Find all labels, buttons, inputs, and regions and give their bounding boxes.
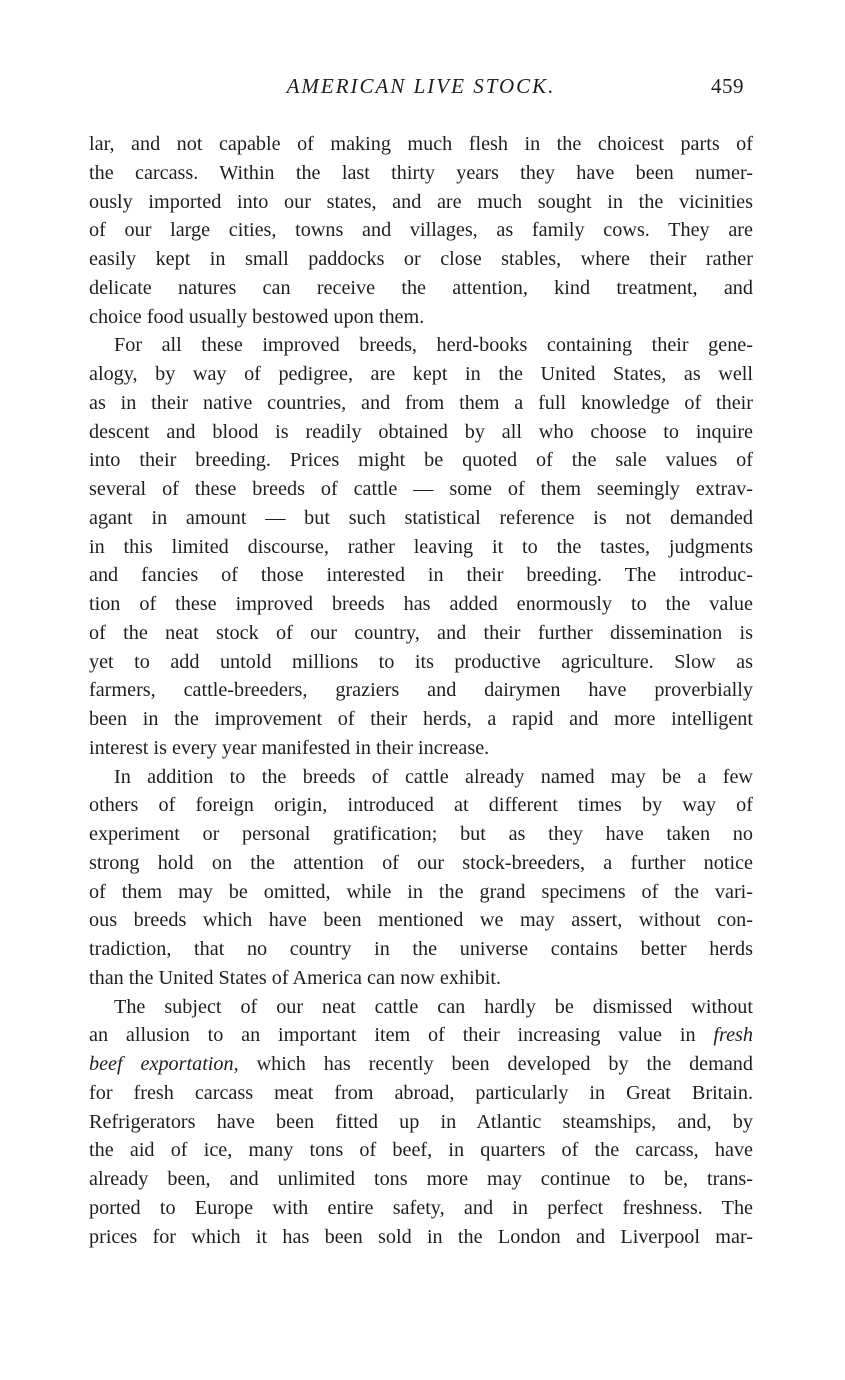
- italic-term-fresh: fresh: [713, 1024, 753, 1047]
- text-line: farmers, cattle-breeders, graziers and dairymen have proverbially: [89, 679, 753, 702]
- text-line: several of these breeds of cattle — some of them seemingly extrav-: [89, 478, 753, 500]
- text-span: , which has recently been developed by the demand: [233, 1053, 753, 1075]
- running-title: AMERICAN LIVE STOCK.: [286, 74, 556, 98]
- paragraph-2: [89, 331, 753, 762]
- text-span: an allusion to an important item of their increasing value in: [89, 1024, 714, 1047]
- text-line: [89, 1021, 753, 1050]
- text-line: In addition to the breeds of cattle already named may be a few: [114, 765, 753, 788]
- text-line: For all these improved breeds, herd-books containing their gene-: [114, 334, 753, 357]
- paragraph-1: [89, 130, 753, 331]
- paragraph-3: [89, 763, 753, 993]
- text-line: of the neat stock of our country, and their further dissemination is: [89, 621, 753, 644]
- text-line: the carcass. Within the last thirty years they have been numer-: [89, 161, 753, 184]
- text-line: prices for which it has been sold in the London and Liverpool mar-: [89, 1225, 753, 1248]
- text-line: and fancies of those interested in their breeding. The introduc-: [89, 564, 753, 587]
- page-number: 459: [711, 74, 744, 98]
- text-line: The subject of our neat cattle can hardly be dismissed without: [114, 995, 753, 1018]
- text-line: tradiction, that no country in the universe contains better herds: [89, 938, 753, 960]
- text-line: ous breeds which have been mentioned we may assert, without con-: [89, 909, 753, 932]
- text-line: choice food usually bestowed upon them.: [89, 305, 425, 328]
- paragraph-4: [89, 993, 753, 1252]
- text-line: ported to Europe with entire safety, and in perfect freshness. The: [89, 1196, 753, 1219]
- body-text: [89, 130, 753, 1251]
- text-line: interest is every year manifested in their increase.: [89, 736, 490, 759]
- text-line: agant in amount — but such statistical reference is not demanded: [89, 506, 753, 529]
- text-line: alogy, by way of pedigree, are kept in the United States, as well: [89, 363, 753, 385]
- text-line: of them may be omitted, while in the grand specimens of the vari-: [89, 880, 753, 903]
- text-line: easily kept in small paddocks or close stables, where their rather: [89, 248, 753, 270]
- page-header: [88, 74, 754, 104]
- text-line: yet to add untold millions to its productive agriculture. Slow as: [89, 650, 753, 673]
- text-line: been in the improvement of their herds, a rapid and more intelligent: [89, 708, 753, 730]
- text-line: tion of these improved breeds has added enormously to the value: [89, 593, 753, 615]
- text-line: than the United States of America can now exhibit.: [89, 966, 502, 989]
- text-line: already been, and unlimited tons more may continue to be, trans-: [89, 1168, 753, 1190]
- text-line: of our large cities, towns and villages, as family cows. They are: [89, 219, 753, 242]
- text-line: experiment or personal gratification; but as they have taken no: [89, 823, 753, 845]
- text-line: the aid of ice, many tons of beef, in quarters of the carcass, have: [89, 1139, 753, 1162]
- text-line: delicate natures can receive the attention, kind treatment, and: [89, 276, 753, 299]
- text-line: as in their native countries, and from them a full knowledge of their: [89, 391, 753, 414]
- text-line: strong hold on the attention of our stock-breeders, a further notice: [89, 851, 753, 874]
- text-line: [89, 1050, 753, 1079]
- text-line: in this limited discourse, rather leaving it to the tastes, judgments: [89, 535, 753, 558]
- text-line: others of foreign origin, introduced at different times by way of: [89, 794, 753, 817]
- text-line: ously imported into our states, and are much sought in the vicinities: [89, 190, 753, 213]
- text-line: lar, and not capable of making much flesh in the choicest parts of: [89, 133, 753, 155]
- text-line: descent and blood is readily obtained by all who choose to inquire: [89, 420, 753, 443]
- text-line: Refrigerators have been fitted up in Atlantic steamships, and, by: [89, 1110, 753, 1133]
- italic-term-beef-exportation: beef exportation: [89, 1053, 234, 1075]
- text-line: for fresh carcass meat from abroad, particularly in Great Britain.: [89, 1081, 753, 1104]
- text-line: into their breeding. Prices might be quoted of the sale values of: [89, 449, 753, 472]
